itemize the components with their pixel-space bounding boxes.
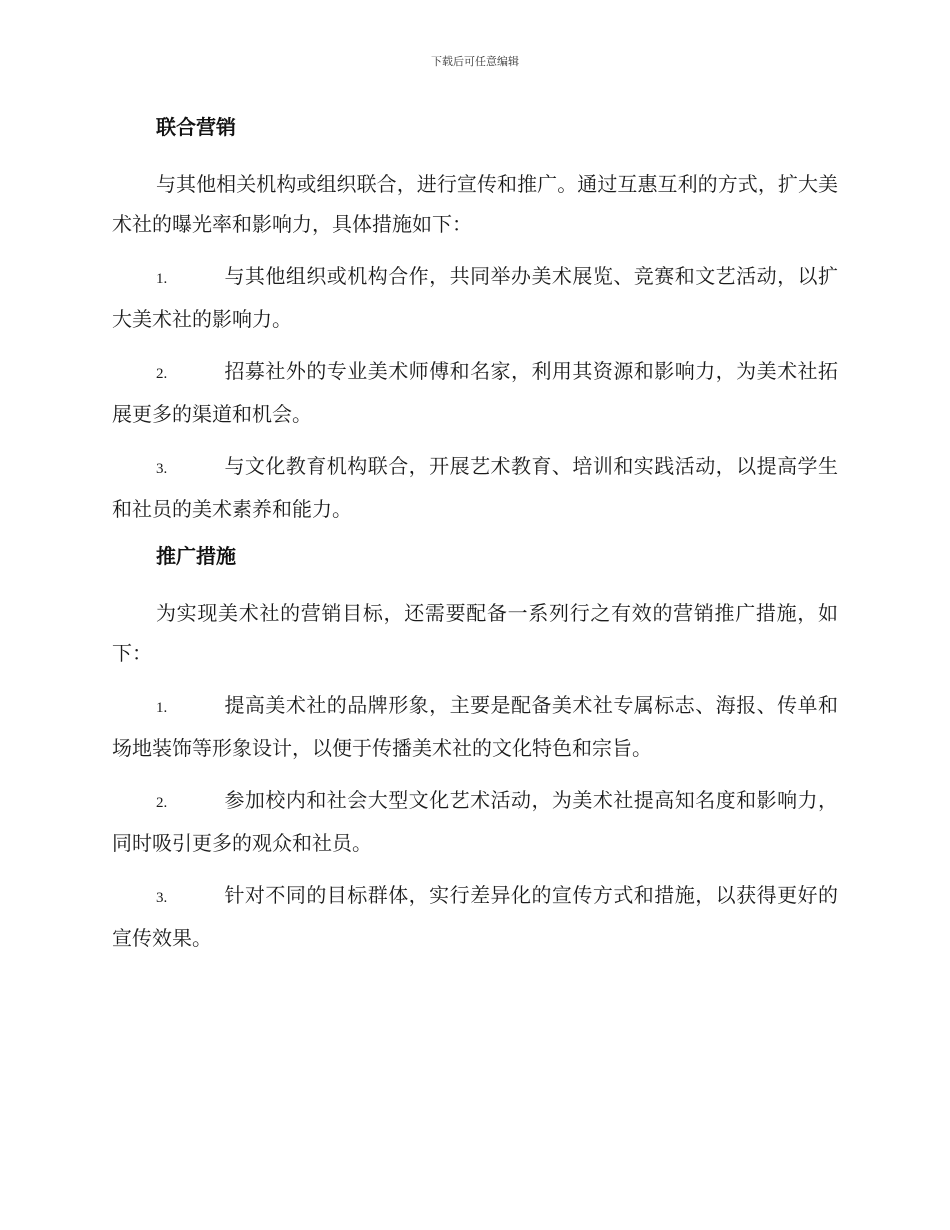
section-intro-joint-marketing: 与其他相关机构或组织联合，进行宣传和推广。通过互惠互利的方式，扩大美术社的曝光率和影响力，具体措施如下：: [112, 172, 838, 236]
list-item: [112, 351, 838, 434]
list-item-number: 3.: [156, 461, 168, 477]
list-item: [112, 256, 838, 339]
list-item-number: 2.: [156, 795, 168, 811]
list-item: [112, 875, 838, 958]
list-item-number: 2.: [156, 366, 168, 382]
list-item-text: 参加校内和社会大型文化艺术活动，为美术社提高知名度和影响力，同时吸引更多的观众和社员。: [112, 788, 838, 855]
section-heading-joint-marketing: 联合营销: [156, 115, 236, 139]
list-item-number: 1.: [156, 271, 168, 287]
list-item-number: 1.: [156, 700, 168, 716]
list-item-text: 与其他组织或机构合作，共同举办美术展览、竞赛和文艺活动，以扩大美术社的影响力。: [112, 264, 838, 331]
list-item-number: 3.: [156, 890, 168, 906]
list-item-text: 与文化教育机构联合，开展艺术教育、培训和实践活动，以提高学生和社员的美术素养和能力。: [112, 454, 838, 521]
list-item-text: 招募社外的专业美术师傅和名家，利用其资源和影响力，为美术社拓展更多的渠道和机会。: [112, 359, 838, 426]
list-item: [112, 780, 838, 863]
section-heading-promotion-measures: 推广措施: [156, 544, 236, 568]
list-item: [112, 446, 838, 529]
list-item: [112, 685, 838, 768]
section-intro-promotion-measures: 为实现美术社的营销目标，还需要配备一系列行之有效的营销推广措施，如下：: [112, 601, 838, 665]
list-item-text: 针对不同的目标群体，实行差异化的宣传方式和措施，以获得更好的宣传效果。: [112, 883, 838, 950]
page-header: 下载后可任意编辑: [431, 55, 519, 68]
list-item-text: 提高美术社的品牌形象，主要是配备美术社专属标志、海报、传单和场地装饰等形象设计，以便于传播美术社的文化特色和宗旨。: [112, 693, 838, 760]
document-body: [112, 112, 838, 970]
